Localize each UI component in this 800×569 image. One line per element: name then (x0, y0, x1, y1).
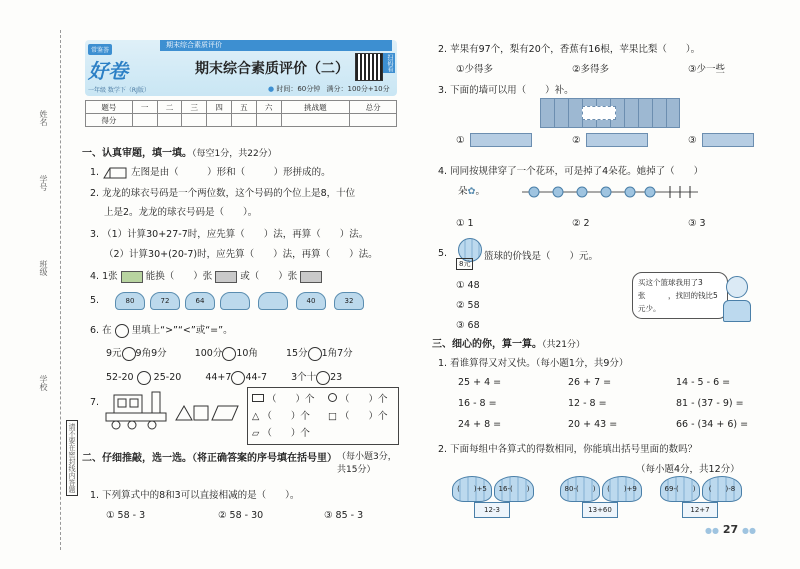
square-count (328, 408, 388, 422)
question-text: 或（ ）张 (240, 271, 298, 282)
question-3-1: 1. 看谁算得又对又快。（每小题1分，共9分） (438, 358, 629, 369)
compare-input[interactable] (231, 371, 245, 385)
question-text: 6. 在 (90, 325, 112, 336)
table-cell: 四 (207, 101, 232, 114)
question-2-1: 1. 下列算式中的8和3可以直接相减的是（ ）。 (90, 490, 300, 501)
q2-1-option-3[interactable]: ③ 85 - 3 (324, 510, 364, 521)
exam-info (268, 84, 390, 94)
child-avatar-icon (722, 276, 752, 320)
compare-right: 10角 (236, 348, 258, 359)
calc-item[interactable]: 25 + 4 = (458, 377, 502, 388)
page-number-text: 27 (722, 523, 739, 536)
balloon-icon[interactable]: 16-( ) (494, 476, 534, 502)
section-heading: 二、仔细推敲，选一选。（将正确答案的序号填在括号里） (82, 453, 337, 464)
seal-note: 请不要在密封线内答题 (66, 420, 78, 496)
table-cell: 得分 (86, 114, 133, 127)
question-1-4 (90, 268, 322, 283)
compare-left: 9元 (106, 348, 122, 359)
calc-item[interactable]: 81 - (37 - 9) = (676, 398, 744, 409)
question-text: 朵 (458, 186, 468, 197)
subtitle-bar: 期末综合素质评价 (160, 40, 392, 51)
teapot-icon: 72 (150, 292, 180, 310)
parallelogram-count (252, 425, 310, 439)
section-1-title (82, 144, 277, 159)
count-blank: （ ）个 (262, 428, 310, 439)
banknote-icon (121, 271, 143, 283)
score-input-cell[interactable] (350, 114, 397, 127)
score-input-cell[interactable] (157, 114, 182, 127)
section-note: （共21分） (542, 340, 585, 350)
circle-count (328, 391, 388, 405)
teapot-icon (258, 292, 288, 310)
question-text: 4. 1张 (90, 271, 118, 282)
dots-decoration-icon: ●● (741, 526, 756, 535)
score-input-cell[interactable] (207, 114, 232, 127)
teapot-icon (220, 292, 250, 310)
section-heading: 三、细心的你，算一算。 (432, 339, 542, 350)
balloon-icon[interactable]: ( )+9 (602, 476, 642, 502)
q2-2-option-3[interactable]: ③少一些 (688, 64, 726, 75)
dots-decoration-icon: ●● (705, 526, 719, 535)
qr-label: 扫码看 (383, 53, 395, 73)
brand-logo (88, 44, 148, 92)
wall-gap (582, 106, 616, 120)
question-1-7: 7. (90, 397, 100, 408)
section-3-title (432, 335, 585, 350)
parallelogram-icon: ▱ (252, 428, 260, 439)
rect-count (252, 391, 315, 405)
score-input-cell[interactable] (281, 114, 350, 127)
q2-5-option-3[interactable]: ③ 68 (456, 320, 480, 331)
time-label: 时间：60分钟 (276, 85, 321, 93)
qr-code-icon[interactable] (355, 53, 383, 81)
question-number: 1. (90, 167, 100, 178)
score-input-cell[interactable] (256, 114, 281, 127)
price-tag: 8元 (456, 258, 473, 270)
result-box: 12+7 (682, 502, 718, 518)
compare-input[interactable] (122, 347, 136, 361)
train-figure-icon (104, 390, 244, 430)
compare-right: 25-20 (153, 372, 182, 383)
question-3-2: 2. 下面每组中各算式的得数相同，你能填出括号里面的数吗？ (438, 444, 698, 455)
binding-margin (0, 0, 80, 569)
id-label: 学号 (39, 175, 48, 191)
question-text: 能换（ ）张 (145, 271, 213, 282)
speech-bubble: 买这个篮球我用了3张 ，找回的钱比5元少。 (632, 272, 728, 319)
compare-input[interactable] (316, 371, 330, 385)
q2-3-option-3[interactable]: ③ (688, 135, 697, 146)
compare-input[interactable] (308, 347, 322, 361)
clock-icon: ● (268, 85, 275, 93)
brand-tag: 常鉴荟 (88, 44, 112, 55)
question-text: 左图是由（ ）形和（ ）形拼成的。 (131, 167, 331, 178)
q2-1-option-1[interactable]: ① 58 - 3 (106, 510, 146, 521)
shape-count-box (247, 387, 399, 445)
q2-4-option-3[interactable]: ③ 3 (688, 218, 706, 229)
table-cell: 一 (132, 101, 157, 114)
compare-circle-icon (115, 324, 129, 338)
question-2-2: 2. 苹果有97个，梨有20个，香蕉有16根，苹果比梨（ ）。 (438, 44, 701, 55)
question-1-2-cont: 上是2。龙龙的球衣号码是（ ）。 (104, 207, 258, 218)
page-number (705, 523, 756, 536)
compare-left: 3个十 (291, 372, 317, 383)
calc-item[interactable]: 16 - 8 = (458, 398, 497, 409)
score-input-cell[interactable] (132, 114, 157, 127)
grade-label: 一年级 数学下（RJ版） (88, 87, 150, 94)
compare-left: 100分 (194, 348, 223, 359)
question-1-5: 5. (90, 295, 100, 306)
question-3-2-note: （每小题4分，共12分） (636, 464, 740, 475)
score-table-header-row (86, 101, 397, 114)
count-blank: （ ）个 (340, 394, 388, 405)
question-2-5-num: 5. (438, 248, 448, 259)
teapot-icon: 40 (296, 292, 326, 310)
calc-item[interactable]: 24 + 8 = (458, 419, 502, 430)
question-2-4: 4. 同同按规律穿了一个花环，可是掉了4朵花。她掉了（ ） (438, 166, 704, 177)
brand-name: 好卷 (88, 59, 128, 83)
balloon-icon[interactable]: 69-( ) (660, 476, 700, 502)
q2-4-option-2[interactable]: ② 2 (572, 218, 590, 229)
question-1-6 (90, 322, 233, 338)
q2-4-option-1[interactable]: ① 1 (456, 218, 474, 229)
balloon-icon[interactable]: ( )-8 (702, 476, 742, 502)
teapot-icon: 64 (185, 292, 215, 310)
square-icon: □ (328, 411, 337, 422)
score-label: 满分：100分+10分 (326, 85, 390, 93)
section-note: （每小题3分，共15分） (337, 452, 397, 475)
class-label: 班级 (39, 260, 48, 276)
table-cell: 五 (231, 101, 256, 114)
q2-3-option-1[interactable]: ① (456, 135, 465, 146)
table-cell: 二 (157, 101, 182, 114)
rectangle-icon (252, 394, 264, 402)
compare-right: 1角7分 (321, 348, 353, 359)
circle-shape-icon (328, 393, 337, 402)
compare-right: 23 (330, 372, 343, 383)
section-2-title (82, 449, 397, 475)
q2-3-option-2[interactable]: ② (572, 135, 581, 146)
seal-line (60, 30, 61, 550)
school-label: 学校 (39, 375, 48, 391)
section-note: （每空1分，共22分） (192, 149, 277, 159)
calc-item[interactable]: 12 - 8 = (568, 398, 607, 409)
brick-option-icon (470, 133, 532, 147)
score-input-cell[interactable] (231, 114, 256, 127)
calc-item[interactable]: 20 + 43 = (568, 419, 618, 430)
result-box: 12-3 (474, 502, 510, 518)
compare-row-1 (106, 345, 353, 361)
compare-left: 44+7 (205, 372, 232, 383)
triangle-count (252, 408, 310, 422)
count-blank: （ ）个 (340, 411, 388, 422)
compare-row-2 (106, 369, 342, 385)
page-title: 期末综合素质评价（二） (195, 61, 349, 77)
table-cell: 六 (256, 101, 281, 114)
brick-option-icon (702, 133, 754, 147)
teapot-icon: 32 (334, 292, 364, 310)
q2-5-option-1[interactable]: ① 48 (456, 280, 480, 291)
table-cell: 挑战题 (281, 101, 350, 114)
balloon-icon[interactable]: ( )+5 (452, 476, 492, 502)
brick-option-icon (586, 133, 648, 147)
score-table (85, 100, 397, 127)
banknote-icon (215, 271, 237, 283)
question-2-4-cont: 朵✿。 (458, 186, 485, 197)
question-2-3: 3. 下面的墙可以用（ ）补。 (438, 85, 574, 96)
question-1-1 (90, 164, 331, 179)
question-1-3b: （2）计算30+(20-7)时，应先算（ ）法，再算（ ）法。 (104, 249, 378, 260)
question-text: 里填上“>”“<”或“=”。 (131, 325, 233, 336)
question-2-5: 篮球的价钱是（ ）元。 (484, 251, 599, 262)
balloon-icon[interactable]: 80-( ) (560, 476, 600, 502)
name-label: 姓名 (39, 110, 48, 126)
flower-icon: ✿ (467, 186, 476, 197)
compare-left: 52-20 (106, 372, 134, 383)
compare-right: 44-7 (245, 372, 267, 383)
table-cell: 总分 (350, 101, 397, 114)
compare-right: 9角9分 (135, 348, 167, 359)
calc-item[interactable]: 26 + 7 = (568, 377, 612, 388)
score-table-score-row (86, 114, 397, 127)
flower-garland-figure (520, 180, 700, 204)
q2-2-option-1[interactable]: ①少得多 (456, 64, 494, 75)
trapezoid-figure-icon (102, 167, 128, 179)
compare-input[interactable] (222, 347, 236, 361)
question-1-2: 2. 龙龙的球衣号码是一个两位数，这个号码的个位上是8，十位 (90, 188, 356, 199)
compare-input[interactable] (137, 371, 151, 385)
table-cell: 三 (182, 101, 207, 114)
q2-2-option-2[interactable]: ②多得多 (572, 64, 610, 75)
section-heading: 一、认真审题，填一填。 (82, 148, 192, 159)
banknote-icon (300, 271, 322, 283)
q2-5-option-2[interactable]: ② 58 (456, 300, 480, 311)
count-blank: （ ）个 (267, 394, 315, 405)
question-1-3a: 3. （1）计算30+27-7时，应先算（ ）法，再算（ ）法。 (90, 229, 369, 240)
compare-left: 15分 (286, 348, 308, 359)
triangle-icon: △ (252, 411, 260, 422)
teapot-icon: 80 (115, 292, 145, 310)
table-cell: 题号 (86, 101, 133, 114)
result-box: 13+60 (582, 502, 618, 518)
score-input-cell[interactable] (182, 114, 207, 127)
count-blank: （ ）个 (262, 411, 310, 422)
calc-item[interactable]: 66 - (34 + 6) = (676, 419, 749, 430)
q2-1-option-2[interactable]: ② 58 - 30 (218, 510, 264, 521)
calc-item[interactable]: 14 - 5 - 6 = (676, 377, 731, 388)
